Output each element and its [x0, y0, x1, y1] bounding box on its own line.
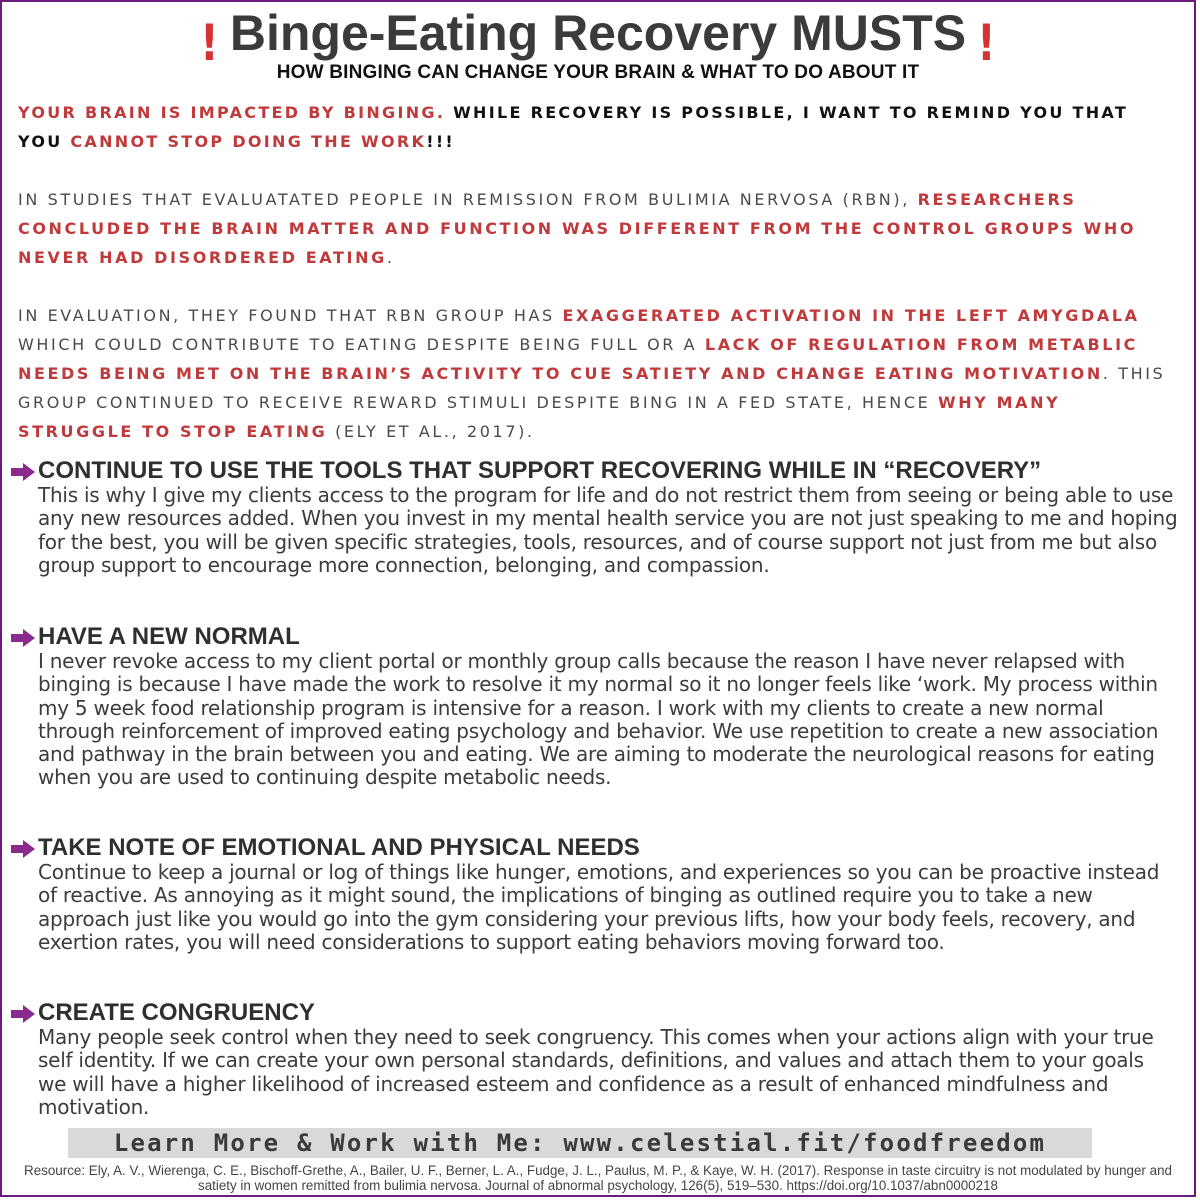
section-title: CREATE CONGRUENCY	[38, 999, 315, 1026]
intro-highlight: CANNOT STOP DOING THE WORK	[70, 132, 427, 151]
intro-text-span: (ELY ET AL., 2017).	[327, 422, 535, 441]
exclamation-icon: !	[200, 14, 219, 72]
intro-highlight: WHY MANY STRUGGLE TO STOP EATING	[18, 393, 1061, 441]
arrow-right-icon	[10, 1004, 36, 1024]
intro-text-span: .	[386, 248, 395, 267]
intro-paragraph-2	[18, 185, 1176, 272]
page-title: Binge-Eating Recovery MUSTS	[229, 5, 967, 61]
intro-paragraph-1	[18, 98, 1176, 156]
section-congruency	[10, 1000, 1178, 1119]
intro-highlight: EXAGGERATED ACTIVATION IN THE LEFT AMYGDALA	[562, 306, 1140, 325]
intro-text	[18, 98, 1176, 475]
arrow-right-icon	[10, 839, 36, 859]
intro-text-span: WHICH COULD CONTRIBUTE TO EATING DESPITE BEING FULL OR A	[18, 335, 705, 354]
section-body: This is why I give my clients access to the program for life and do not restrict them from seeing or being able to use any new resources added. When you invest in my mental health service you are not just speaking to me and hoping for the best, you will be given specific strategies, tools, resources, and of course support not just from me but also group support to encourage more connection, belonging, and compassion.	[38, 483, 1178, 577]
page-subtitle: HOW BINGING CAN CHANGE YOUR BRAIN & WHAT TO DO ABOUT IT	[276, 62, 920, 83]
intro-text-span: . THIS GROUP CONTINUED TO RECEIVE REWARD STIMULI DESPITE BING IN A FED STATE, HENCE	[18, 364, 1166, 412]
intro-emphasis: !!!	[426, 132, 456, 151]
intro-text-span: IN STUDIES THAT EVALUATATED PEOPLE IN REMISSION FROM BULIMIA NERVOSA (RBN),	[18, 190, 918, 209]
intro-emphasis: WHILE RECOVERY IS POSSIBLE, I WANT TO REMIND YOU THAT YOU	[18, 103, 1129, 151]
section-continue-tools	[10, 458, 1178, 577]
section-title: CONTINUE TO USE THE TOOLS THAT SUPPORT RECOVERING WHILE IN “RECOVERY”	[38, 457, 1042, 484]
section-new-normal	[10, 624, 1178, 790]
intro-highlight: RESEARCHERS CONCLUDED THE BRAIN MATTER AND FUNCTION WAS DIFFERENT FROM THE CONTROL GROUPS WHO NEVER HAD DISORDERED EATING	[18, 190, 1137, 267]
section-body: I never revoke access to my client portal or monthly group calls because the reason I have never relapsed with binging is because I have made the work to resolve it my normal so it no longer feels like ‘work. My process within my 5 week food relationship program is intensive for a reason. I work with my clients to create a new normal through reinforcement of improved eating psychology and behavior. We use repetition to create a new association and pathway in the brain between you and eating. We are aiming to moderate the neurological reasons for eating when you are used to continuing despite metabolic needs.	[38, 649, 1159, 790]
section-emotional-physical-needs	[10, 835, 1178, 954]
intro-text-span: IN EVALUATION, THEY FOUND THAT RBN GROUP HAS	[18, 306, 563, 325]
arrow-right-icon	[10, 462, 36, 482]
resource-citation: Resource: Ely, A. V., Wierenga, C. E., Bischoff-Grethe, A., Bailer, U. F., Berner, L. A., Fudge, J. L., Paulus, M. P., & Kaye, W. H. (2017). Response in taste circuitry is not modulated by hunger and satiety in women remitted from bulimia nervosa. Journal of abnormal psychology, 126(5), 519–530. https://doi.org/10.1037/abn0000218	[24, 1163, 1172, 1193]
cta-banner[interactable]: Learn More & Work with Me: www.celestial.fit/foodfreedom	[68, 1128, 1092, 1158]
section-header	[10, 1000, 1178, 1026]
intro-highlight: LACK OF REGULATION FROM METABLIC NEEDS BEING MET ON THE BRAIN’S ACTIVITY TO CUE SATIETY AND CHANGE EATING MOTIVATION	[18, 335, 1138, 383]
section-title: HAVE A NEW NORMAL	[38, 623, 300, 650]
arrow-right-icon	[10, 628, 36, 648]
section-header	[10, 458, 1178, 484]
section-header	[10, 835, 1178, 861]
intro-paragraph-3	[18, 301, 1176, 446]
section-header	[10, 624, 1178, 650]
intro-highlight: YOUR BRAIN IS IMPACTED BY BINGING.	[18, 103, 446, 122]
title-row	[2, 5, 1194, 72]
exclamation-icon: !	[977, 14, 996, 72]
section-body: Continue to keep a journal or log of things like hunger, emotions, and experiences so you can be proactive instead of reactive. As annoying as it might sound, the implications of binging as outlined require you to take a new approach just like you would go into the gym considering your previous lifts, how your body feels, recovery, and exertion rates, you will need considerations to support eating behaviors moving forward too.	[38, 860, 1160, 954]
section-body: Many people seek control when they need to seek congruency. This comes when your actions align with your true self identity. If we can create your own personal standards, definitions, and values and attach them to your goals we will have a higher likelihood of increased esteem and confidence as a result of enhanced mindfulness and motivation.	[38, 1025, 1154, 1119]
section-title: TAKE NOTE OF EMOTIONAL AND PHYSICAL NEEDS	[38, 834, 640, 861]
